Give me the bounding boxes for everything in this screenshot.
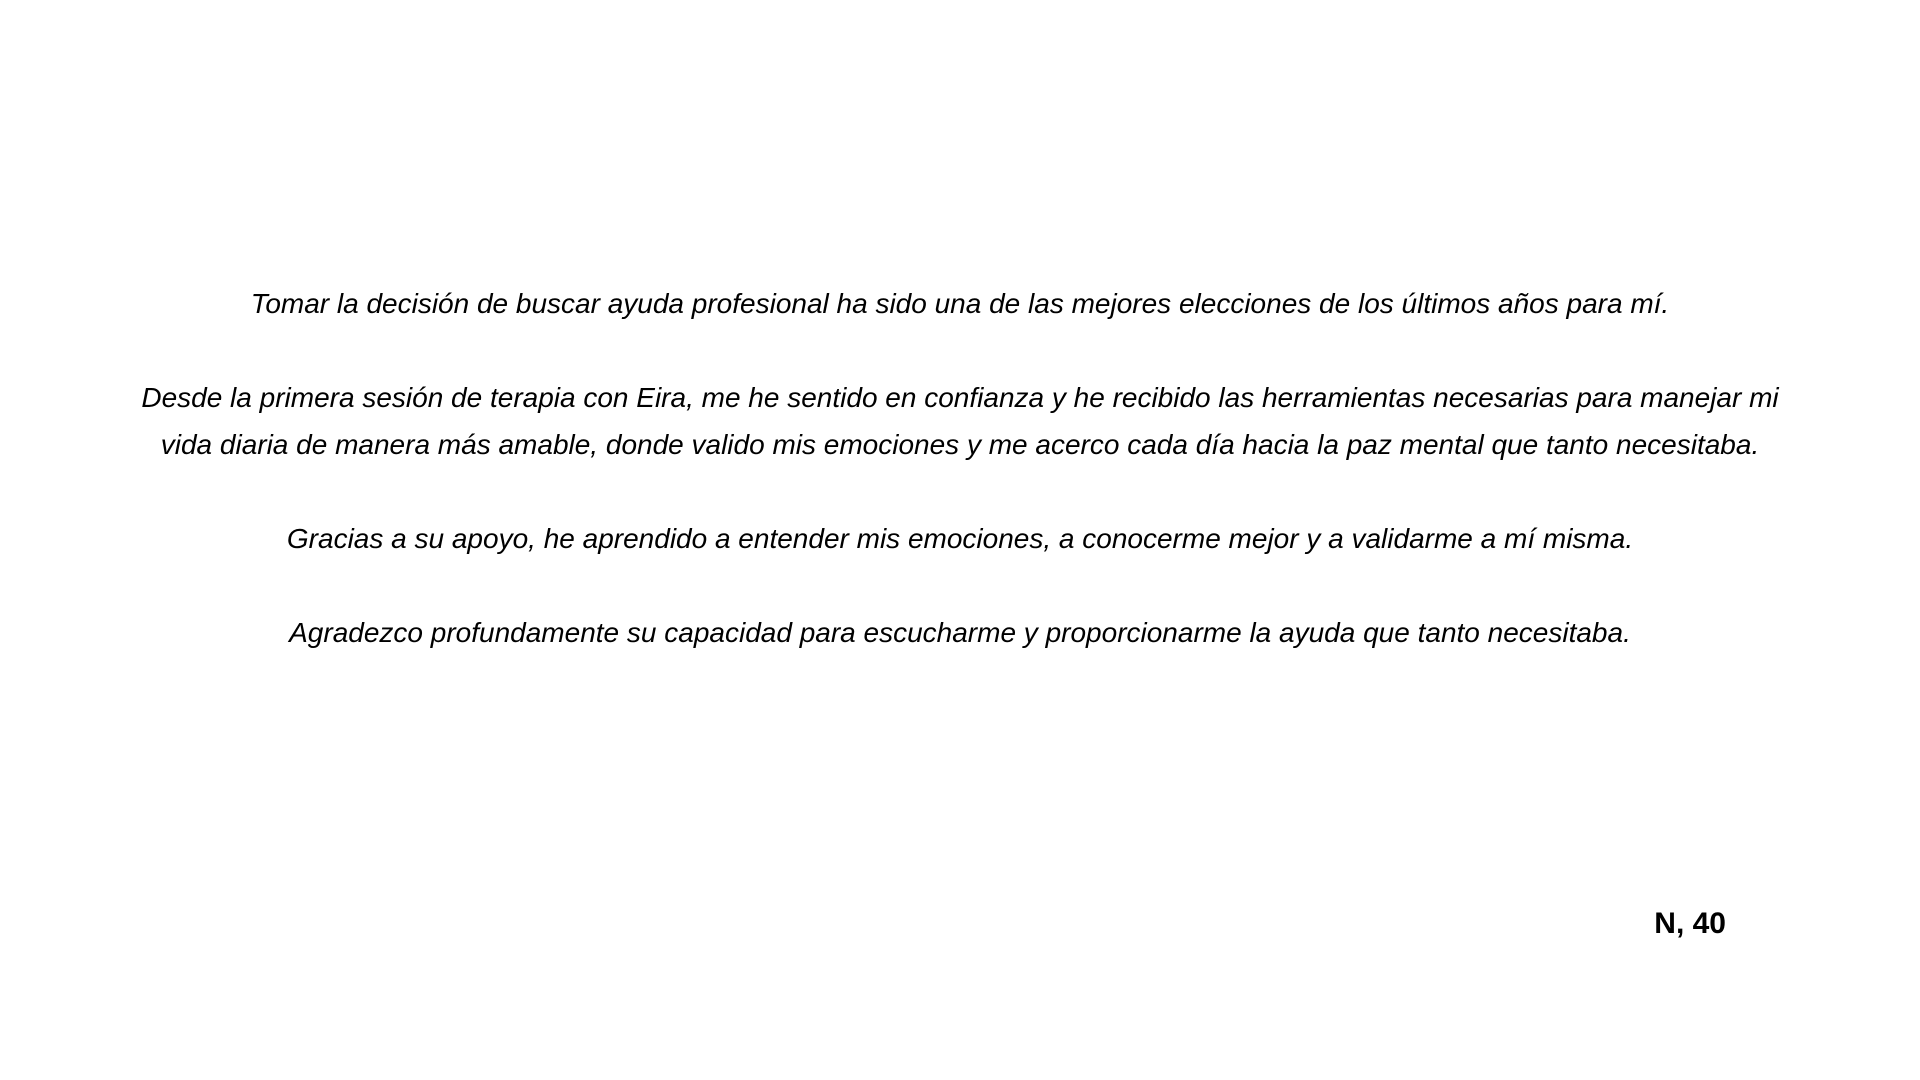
testimonial-paragraph-2: Desde la primera sesión de terapia con Eira, me he sentido en confianza y he recibido las herramientas necesarias para manejar mi vida diaria de manera más amable, donde valido mis emociones y me acerco cada día hacia la paz mental que tanto necesitaba.	[141, 382, 1779, 460]
testimonial-body	[0, 280, 1920, 656]
testimonial-signature: N, 40	[1654, 907, 1726, 940]
testimonial-paragraph-3: Gracias a su apoyo, he aprendido a entender mis emociones, a conocerme mejor y a validarme a mí misma.	[286, 523, 1634, 554]
testimonial-paragraph-4: Agradezco profundamente su capacidad para escucharme y proporcionarme la ayuda que tanto necesitaba.	[289, 617, 1631, 648]
testimonial-paragraph-1: Tomar la decisión de buscar ayuda profesional ha sido una de las mejores elecciones de los últimos años para mí.	[250, 288, 1670, 319]
